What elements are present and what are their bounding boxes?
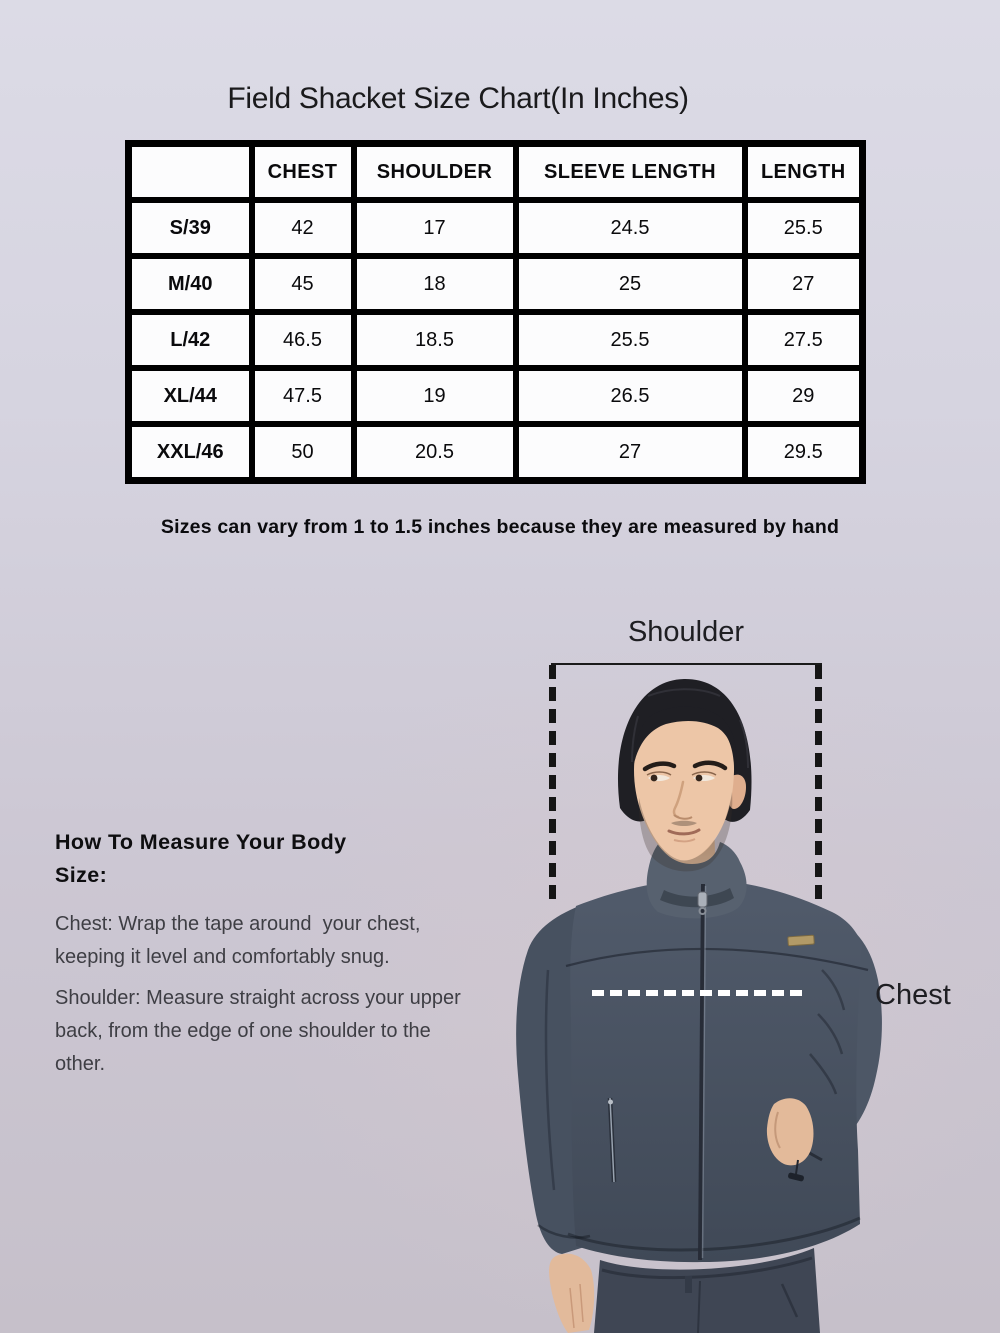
- chest-instruction-text: Chest: Wrap the tape around your chest, keeping it level and comfortably snug.: [55, 913, 426, 968]
- column-header-length: LENGTH: [745, 144, 863, 201]
- column-header-sleeve-length: SLEEVE LENGTH: [516, 144, 745, 201]
- size-label: XXL/46: [129, 424, 252, 481]
- shoulder-guide-top-line: [551, 663, 822, 665]
- sleeve-length-value: 26.5: [516, 368, 745, 424]
- size-label: L/42: [129, 312, 252, 368]
- zipper-pull: [698, 892, 707, 907]
- size-label: M/40: [129, 256, 252, 312]
- shoulder-instruction-text: Shoulder: Measure straight across your upper back, from the edge of one shoulder to the other.: [55, 987, 467, 1075]
- chest-value: 47.5: [252, 368, 354, 424]
- length-value: 27: [745, 256, 863, 312]
- jacket: [516, 818, 882, 1262]
- measure-guide-heading: How To Measure Your Body Size:: [55, 830, 347, 887]
- table-row: [129, 200, 863, 256]
- shoulder-guide-right-dashed-line: [815, 665, 822, 903]
- belt-loop: [685, 1276, 692, 1293]
- header-row: [129, 144, 863, 201]
- size-label: XL/44: [129, 368, 252, 424]
- column-header-chest: CHEST: [252, 144, 354, 201]
- chest-value: 45: [252, 256, 354, 312]
- shoulder-annotation-label: Shoulder: [627, 616, 745, 648]
- length-value: 29.5: [745, 424, 863, 481]
- shoulder-value: 18.5: [354, 312, 516, 368]
- shoulder-guide-left-dashed-line: [549, 665, 556, 903]
- length-value: 27.5: [745, 312, 863, 368]
- head: [618, 679, 752, 871]
- eye: [696, 775, 703, 782]
- chest-value: 50: [252, 424, 354, 481]
- column-header-shoulder: SHOULDER: [354, 144, 516, 201]
- chest-guide-dashed-line: [592, 990, 804, 996]
- size-label: S/39: [129, 200, 252, 256]
- shoulder-value: 17: [354, 200, 516, 256]
- chest-value: 42: [252, 200, 354, 256]
- column-header-size: [129, 144, 252, 201]
- size-chart-table: [125, 140, 866, 484]
- sleeve-length-value: 24.5: [516, 200, 745, 256]
- length-value: 29: [745, 368, 863, 424]
- table-row: [129, 424, 863, 481]
- table-row: [129, 256, 863, 312]
- length-value: 25.5: [745, 200, 863, 256]
- table-row: [129, 368, 863, 424]
- shoulder-value: 18: [354, 256, 516, 312]
- sleeve-length-value: 27: [516, 424, 745, 481]
- eye: [651, 775, 658, 782]
- left-hand: [549, 1254, 594, 1333]
- shoulder-value: 19: [354, 368, 516, 424]
- table-row: [129, 312, 863, 368]
- sleeve-length-value: 25.5: [516, 312, 745, 368]
- shoulder-value: 20.5: [354, 424, 516, 481]
- chest-annotation-label: Chest: [875, 979, 951, 1011]
- measure-guide-section: [55, 826, 467, 1089]
- page-title: Field Shacket Size Chart(In Inches): [227, 82, 689, 115]
- sleeve-length-value: 25: [516, 256, 745, 312]
- hand-measure-note: Sizes can vary from 1 to 1.5 inches because they are measured by hand: [160, 516, 840, 538]
- chest-value: 46.5: [252, 312, 354, 368]
- chest-badge: [788, 935, 815, 946]
